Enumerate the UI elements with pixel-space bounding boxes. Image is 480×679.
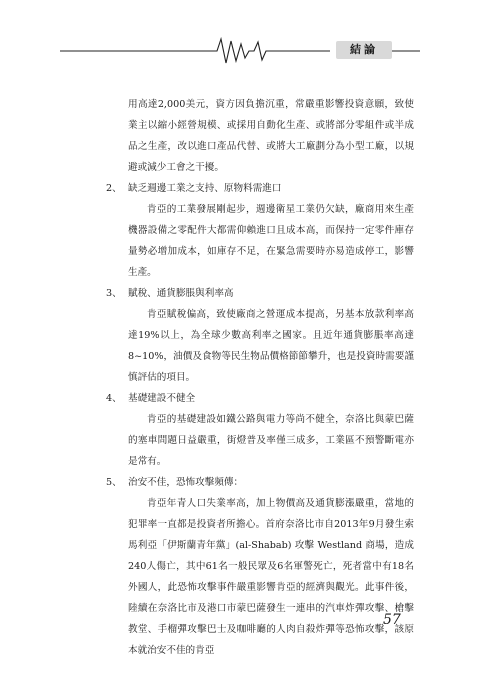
- item-body: 肯亞賦稅偏高，致使廠商之營運成本提高，另基本放款利率高達19%以上，為全球少數高利率之國家。且近年通貨膨脹率高達8~10%，油價及食物等民生物品價格節節攀升，也是投資時需要謹慎評估的項目。: [128, 309, 414, 383]
- item-heading: 基礎建設不健全: [128, 393, 196, 404]
- item-number: 4、: [106, 393, 122, 404]
- item-heading: 治安不佳，恐怖攻擊頻傳：: [128, 477, 244, 488]
- list-item-2: [106, 178, 414, 199]
- item-heading: 缺乏週邊工業之支持、原物料需進口: [128, 183, 282, 194]
- list-item-5: [106, 472, 414, 493]
- item-number: 5、: [106, 477, 122, 488]
- main-text: [106, 94, 414, 661]
- item-number: 2、: [106, 183, 122, 194]
- item-body: 肯亞年青人口失業率高，加上物價高及通貨膨漲嚴重，當地的犯罪率一直都是投資者所擔心。首府奈洛比市自2013年9月發生索馬利亞「伊斯蘭青年黨」(al-Shabab) 攻擊 Westland 商場，造成240人傷亡，其中61名一般民眾及6名軍警死亡，死者當中有18名外國人，此恐怖攻擊事件嚴重影響肯亞的經濟與觀光。此事件後，陸續在奈洛比市及港口市蒙巴薩發生一連串的汽車炸彈攻擊、槍擊教堂、手榴彈攻擊巴士及咖啡廳的人肉自殺炸彈等恐怖攻擊，該原本就治安不佳的肯亞: [128, 498, 414, 656]
- list-item-3: [106, 283, 414, 304]
- list-item-4: [106, 388, 414, 409]
- section-label: 結論: [350, 43, 378, 56]
- pulse-line-decoration: [0, 36, 480, 66]
- running-header: [0, 36, 480, 66]
- item-number: 3、: [106, 288, 122, 299]
- intro-continuation-paragraph: 用高達2,000美元，資方因負擔沉重，常嚴重影響投資意願，致使業主以縮小經營規模、或採用自動化生產、或將部分零組件或半成品之生產，改以進口產品代替、或將大工廠劃分為小型工廠，以規避或減少工會之干擾。: [128, 99, 414, 173]
- page-number: 57: [383, 612, 401, 628]
- item-body: 肯亞的工業發展剛起步，週邊衛星工業仍欠缺，廠商用來生產機器設備之零配件大都需仰賴進口且成本高，而保持一定零件庫存量勢必增加成本，如庫存不足，在緊急需要時亦易造成停工，影響生產。: [128, 204, 414, 278]
- item-heading: 賦稅、通貨膨脹與利率高: [128, 288, 234, 299]
- item-body: 肯亞的基礎建設如鐵公路與電力等尚不健全，奈洛比與蒙巴薩的塞車問題日益嚴重，街燈普及率僅三成多，工業區不預警斷電亦是常有。: [128, 414, 414, 467]
